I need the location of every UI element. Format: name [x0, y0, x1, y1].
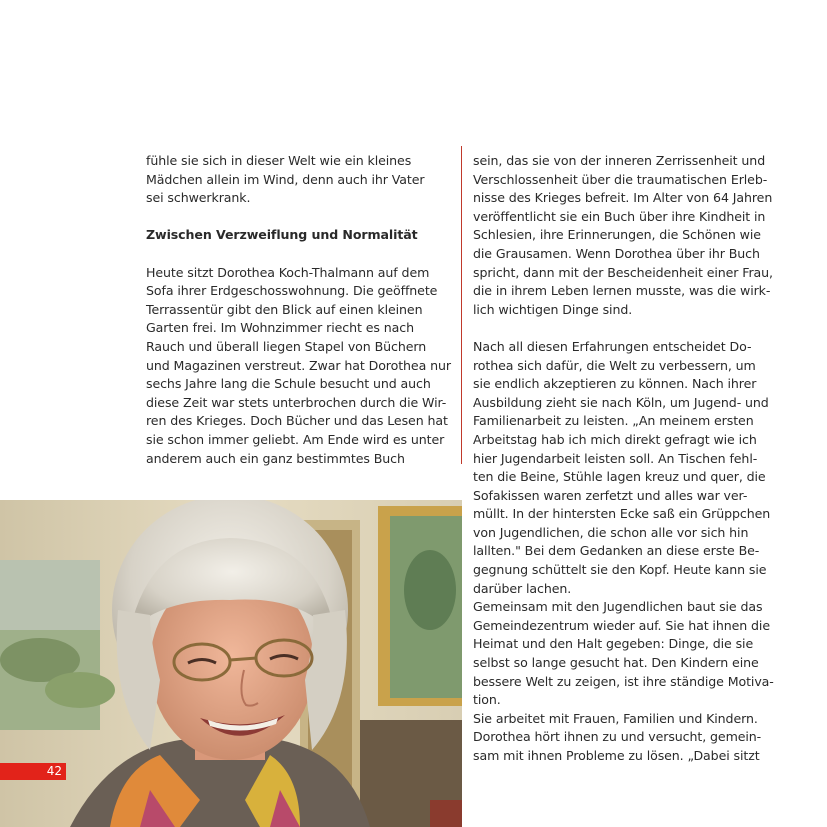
text-line: darüber lachen.: [473, 580, 572, 596]
text-line: Garten frei. Im Wohnzimmer riecht es nach: [146, 320, 414, 336]
text-line: lich wichtigen Dinge sind.: [473, 301, 633, 317]
text-line: sei schwerkrank.: [146, 190, 251, 206]
text-line: ren des Krieges. Doch Bücher und das Lesen hat: [146, 413, 448, 429]
text-line: Sofa ihrer Erdgeschosswohnung. Die geöffnete: [146, 283, 438, 299]
right-text-column: [473, 152, 793, 766]
text-line: Ausbildung zieht sie nach Köln, um Jugend- und: [473, 394, 769, 410]
text-line: lallten." Bei dem Gedanken an diese erste Be-: [473, 543, 760, 559]
text-line: veröffentlicht sie ein Buch über ihre Kindheit in: [473, 208, 766, 224]
text-line: sechs Jahre lang die Schule besucht und auch: [146, 376, 431, 392]
text-line: sie endlich akzeptieren zu können. Nach ihrer: [473, 376, 757, 392]
text-line: Sie arbeitet mit Frauen, Familien und Kindern.: [473, 710, 758, 726]
text-line: Arbeitstag hab ich mich direkt gefragt wie ich: [473, 431, 757, 447]
text-line: und Magazinen verstreut. Zwar hat Dorothea nur: [146, 357, 451, 373]
left-top-lines: [146, 152, 451, 208]
text-line: Heimat und den Halt gegeben: Dinge, die sie: [473, 636, 754, 652]
text-line: gegnung schüttelt sie den Kopf. Heute kann sie: [473, 562, 767, 578]
right-para-2: [473, 338, 793, 766]
portrait-photo: [0, 500, 462, 827]
text-line: Gemeindezentrum wieder auf. Sie hat ihnen die: [473, 617, 770, 633]
text-line: Gemeinsam mit den Jugendlichen baut sie das: [473, 599, 763, 615]
paragraph-gap: [146, 245, 451, 264]
text-line: Verschlossenheit über die traumatischen Erleb-: [473, 171, 768, 187]
text-line: Nach all diesen Erfahrungen entscheidet Do-: [473, 338, 752, 354]
text-line: anderem auch ein ganz bestimmtes Buch: [146, 450, 405, 466]
right-para-1: [473, 152, 793, 319]
text-line: die in ihrem Leben lernen musste, was die wirk-: [473, 283, 771, 299]
text-line: hier Jugendarbeit leisten soll. An Tischen fehl-: [473, 450, 758, 466]
left-bottom-lines: [146, 264, 451, 469]
text-line: nisse des Krieges befreit. Im Alter von 64 Jahren: [473, 190, 773, 206]
text-line: diese Zeit war stets unterbrochen durch die Wir-: [146, 394, 447, 410]
text-line: Schlesien, ihre Erinnerungen, die Schönen wie: [473, 227, 761, 243]
text-line: spricht, dann mit der Bescheidenheit einer Frau,: [473, 264, 773, 280]
text-line: Sofakissen waren zerfetzt und alles war ver-: [473, 487, 748, 503]
section-heading: Zwischen Verzweiflung und Normalität: [146, 227, 418, 243]
text-line: Rauch und überall liegen Stapel von Büchern: [146, 338, 427, 354]
text-line: sie schon immer geliebt. Am Ende wird es unter: [146, 431, 445, 447]
paragraph-gap: [473, 319, 793, 338]
page-number: 42: [46, 764, 62, 778]
column-divider: [461, 146, 462, 464]
paragraph-gap: [146, 208, 451, 227]
text-line: von Jugendlichen, die schon alle vor sich hin: [473, 524, 749, 540]
text-line: Dorothea hört ihnen zu und versucht, gemein-: [473, 729, 762, 745]
text-line: Heute sitzt Dorothea Koch-Thalmann auf dem: [146, 264, 430, 280]
text-line: Familienarbeit zu leisten. „An meinem ersten: [473, 413, 754, 429]
left-text-column: [146, 152, 451, 468]
text-line: müllt. In der hintersten Ecke saß ein Grüppchen: [473, 506, 771, 522]
text-line: sam mit ihnen Probleme zu lösen. „Dabei sitzt: [473, 748, 760, 763]
text-line: fühle sie sich in dieser Welt wie ein kleines: [146, 153, 412, 168]
text-line: tion.: [473, 692, 501, 708]
text-line: ten die Beine, Stühle lagen kreuz und quer, die: [473, 469, 766, 485]
text-line: sein, das sie von der inneren Zerrissenheit und: [473, 153, 766, 168]
page-number-badge: [0, 763, 66, 780]
text-line: Mädchen allein im Wind, denn auch ihr Vater: [146, 171, 425, 187]
text-line: bessere Welt zu zeigen, ist ihre ständige Motiva-: [473, 673, 774, 689]
text-line: die Grausamen. Wenn Dorothea über ihr Buch: [473, 245, 760, 261]
text-line: selbst so lange gesucht hat. Den Kindern eine: [473, 655, 759, 671]
text-line: rothea sich dafür, die Welt zu verbessern, um: [473, 357, 756, 373]
portrait-illustration: [0, 500, 462, 827]
text-line: Terrassentür gibt den Blick auf einen kleinen: [146, 301, 423, 317]
